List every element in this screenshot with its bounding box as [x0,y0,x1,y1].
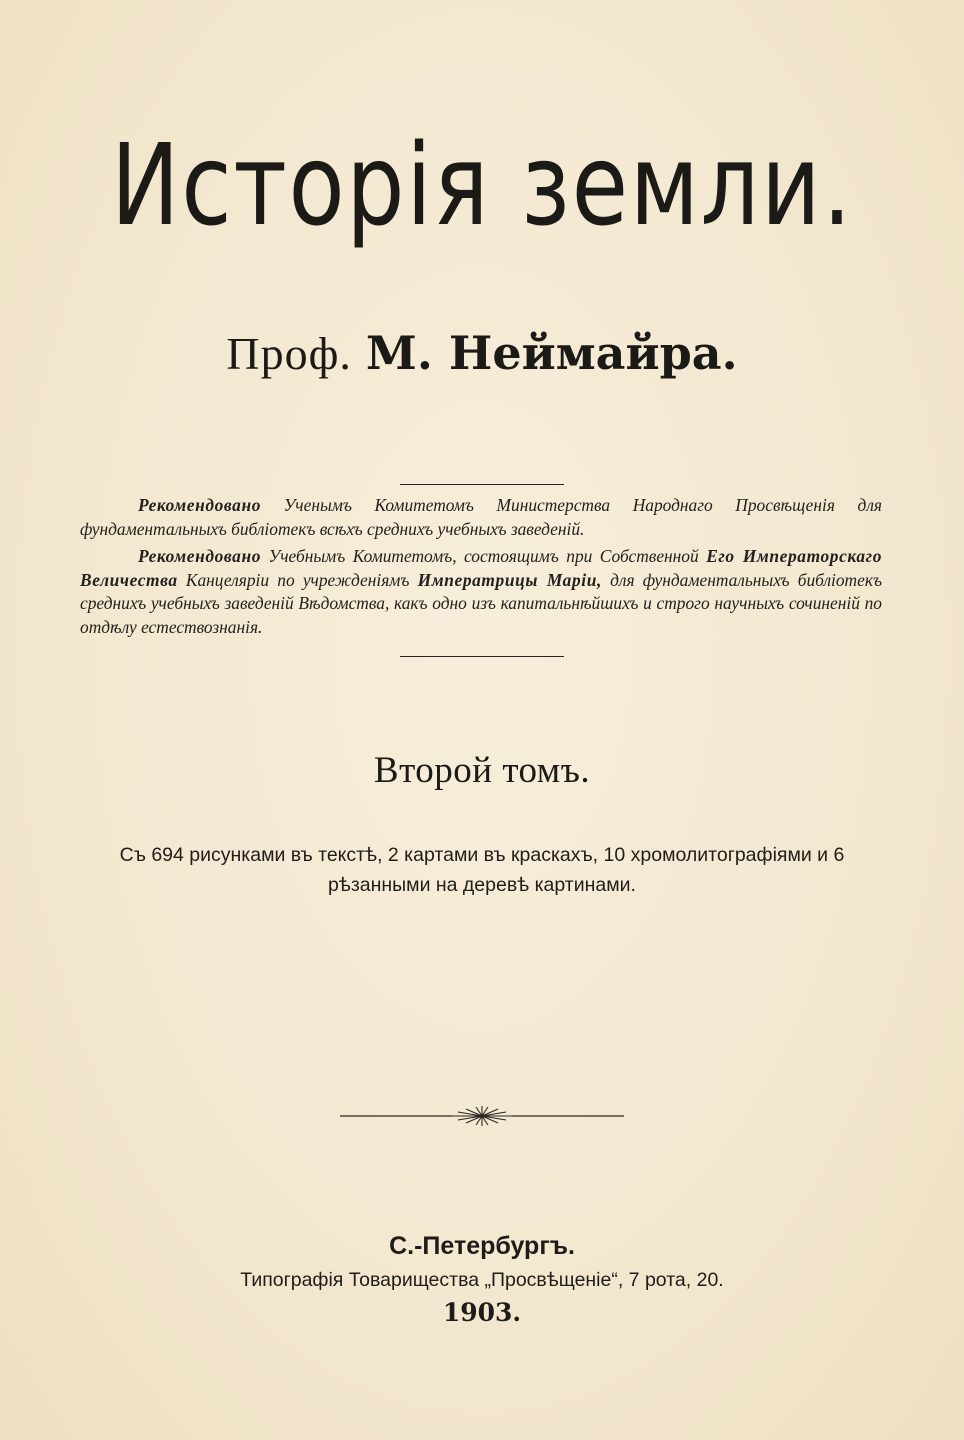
recommendation-2-text-c: для фундаментальныхъ библіотекъ среднихъ учебныхъ заведеній Вѣдомства, какъ одно изъ капитальнѣйшихъ и строго научныхъ сочиненій по отдѣлу естествознанія. [80,569,882,637]
top-divider [400,484,564,485]
recommendation-2-text-b: Канцеляріи по учрежденіямъ [177,569,418,590]
recommendation-2 [80,545,882,639]
book-title: Исторія земли. [110,121,854,251]
imprint-printer: Типографія Товарищества „Просвѣщеніе“, 7 рота, 20. [240,1269,724,1291]
recommendation-1-lead: Рекомендовано [138,495,262,515]
recommendation-2-lead: Рекомендовано [138,546,262,566]
ornament-divider-icon [340,1104,624,1128]
recommendation-2-bold-b: Императрицы Маріи, [417,569,602,590]
volume-label: Второй томъ. [373,750,591,791]
author-line [0,326,964,380]
imprint-city: С.-Петербургъ. [389,1232,575,1260]
author-name: М. Неймайра. [365,326,738,380]
recommendation-2-bold-a: Его Императорскаго Величества [80,546,882,590]
illustrations-note: Съ 694 рисунками въ текстѣ, 2 картами въ краскахъ, 10 хромолитографіями и 6 рѣзанными на деревѣ картинами. [119,844,845,896]
imprint-year: 1903. [442,1298,522,1327]
recommendations-block [80,494,882,639]
recommendation-2-text-a: Учебнымъ Комитетомъ, состоящимъ при Собственной [261,546,707,566]
recommendation-1 [80,494,882,541]
middle-divider [400,656,564,657]
author-prefix: Проф. [226,328,352,379]
recommendation-1-text: Ученымъ Комитетомъ Министерства Народнаго Просвѣщенія для фундаментальныхъ библіотекъ всѣхъ среднихъ учебныхъ заведеній. [80,495,882,539]
